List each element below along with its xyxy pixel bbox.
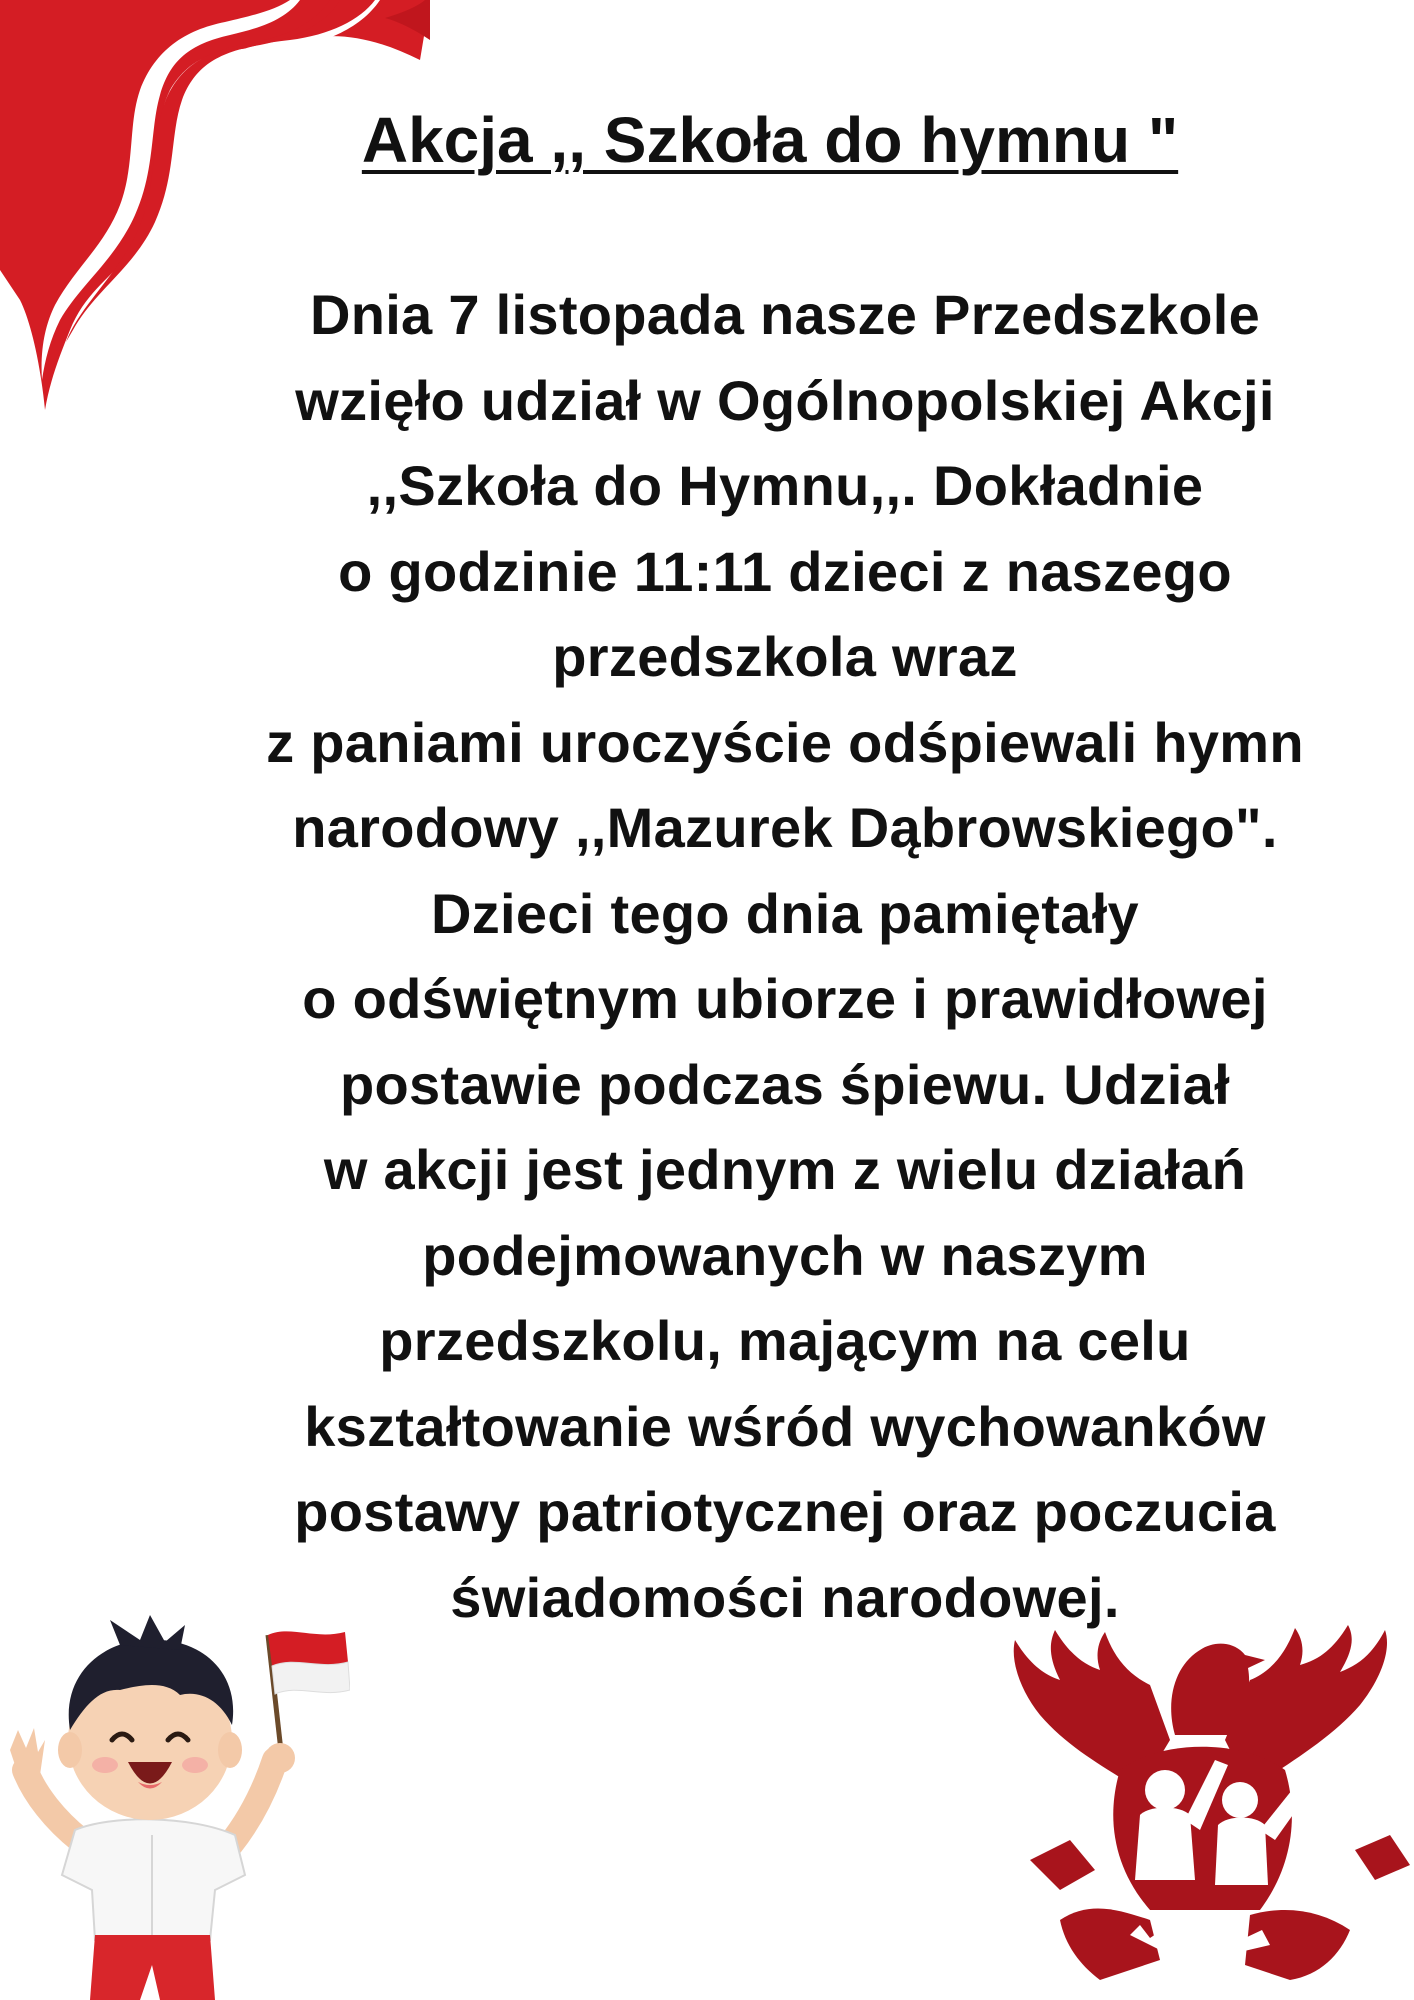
text-line: postawy patriotycznej oraz poczucia <box>294 1480 1276 1543</box>
text-line: podejmowanych w naszym <box>422 1223 1148 1287</box>
text-line: Dzieci tego dnia pamiętały <box>431 881 1139 945</box>
text-line: Dnia 7 listopada nasze Przedszkole <box>309 283 1261 346</box>
eagle-emblem-illustration <box>1000 1620 1414 2000</box>
text-line: kształtowanie wśród wychowanków <box>304 1394 1266 1458</box>
text-line: przedszkolu, mającym na celu <box>379 1309 1191 1372</box>
announcement-text <box>180 272 1390 1640</box>
text-line: przedszkola wraz <box>552 625 1018 688</box>
text-line: ,,Szkoła do Hymnu,,. Dokładnie <box>366 454 1204 517</box>
text-line: o godzinie 11:11 dzieci z naszego <box>338 539 1232 603</box>
text-line: z paniami uroczyście odśpiewali hymn <box>266 710 1304 774</box>
boy-with-flag-illustration <box>0 1590 350 2000</box>
text-line: postawie podczas śpiewu. Udział <box>340 1052 1230 1116</box>
page-title: Akcja ,, Szkoła do hymnu " <box>361 104 1179 176</box>
text-line: wzięło udział w Ogólnopolskiej Akcji <box>295 368 1275 432</box>
text-line: świadomości narodowej. <box>450 1565 1120 1629</box>
text-line: o odświętnym ubiorze i prawidłowej <box>302 967 1268 1030</box>
text-line: w akcji jest jednym z wielu działań <box>323 1138 1247 1201</box>
text-line: narodowy ,,Mazurek Dąbrowskiego". <box>292 796 1278 859</box>
